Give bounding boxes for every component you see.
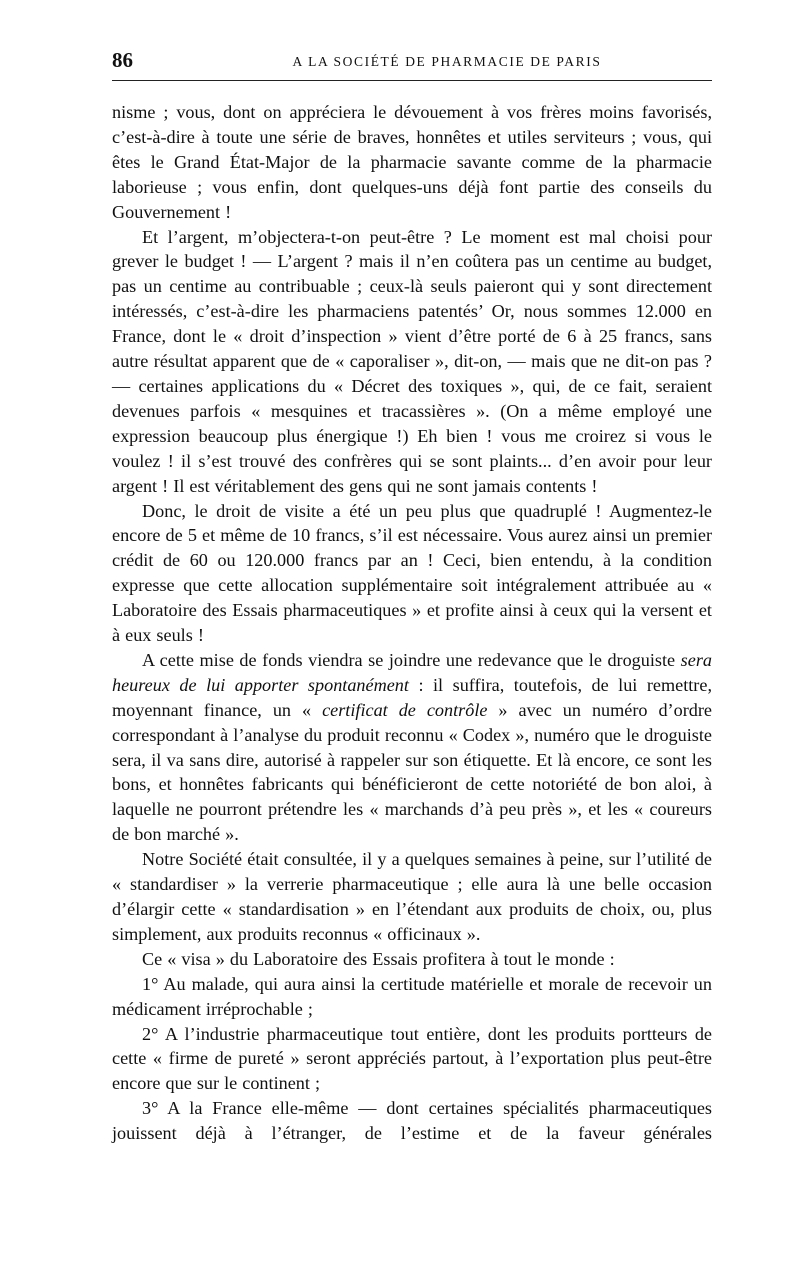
paragraph-droit-de-visite: Donc, le droit de visite a été un peu plus que quadruplé ! Augmentez-le encore de 5 et même de 10 francs, s’il est nécessaire. Vous aurez ainsi un premier crédit de 60 ou 120.000 francs par an ! Ceci, bien entendu, à la condition expresse que cette allocation supplémentaire soit intégralement attribuée au « Laboratoire des Essais pharmaceutiques » et profite ainsi à ceux qui la versent et à eux seuls ! [112,500,712,646]
page-header [112,46,712,81]
paragraph-visa: Ce « visa » du Laboratoire des Essais profitera à tout le monde : [142,948,615,969]
paragraph-standardisation: Notre Société était consultée, il y a quelques semaines à peine, sur l’utilité de « standardiser » la verrerie pharmaceutique ; elle aura là une belle occasion d’élargir cette « standardisation » en l’étendant aux produits de choix, ou, plus simplement, aux produits reconnus « officinaux ». [112,849,712,944]
paragraph-redevance [112,648,712,847]
running-title: A LA SOCIÉTÉ DE PHARMACIE DE PARIS [292,54,602,69]
redevance-italic-phrase: sera heureux de lui apporter spontanément [112,649,712,695]
redevance-text-middle: : il suffira, toutefois, de lui remettre, moyennant finance, un « [112,674,712,720]
page-number: 86 [112,48,133,72]
certificat-italic-phrase: certificat de contrôle [322,699,488,720]
list-item-industrie: 2° A l’industrie pharmaceutique tout entière, dont les produits portteurs de cette « firme de pureté » seront appréciés partout, à l’exportation plus peut-être encore que sur le continent ; [112,1023,712,1094]
paragraph-argent: Et l’argent, m’objectera-t-on peut-être ? Le moment est mal choisi pour grever le budget ! — L’argent ? mais il n’en coûtera pas un centime au budget, pas un centime au contribuable ; ceux-là seuls paieront qui y sont directement intéressés, c’est-à-dire les pharmaciens patentés’ Or, nous sommes 12.000 en France, dont le « droit d’inspection » vient d’être porté de 6 à 25 francs, sans autre résultat apparent que de « caporaliser », dit-on, — mais que ne dit-on pas ? — certaines applications du « Décret des toxiques », qui, de ce fait, seraient devenues parfois « mesquines et tracassières ». (On a même employé une expression beaucoup plus énergique !) Eh bien ! vous me croirez si vous le voulez ! il s’est trouvé des confrères qui se sont plaints... d’en avoir pour leur argent ! Il est véritablement des gens qui ne sont jamais contents ! [112,226,712,496]
redevance-text-end: » avec un numéro d’ordre correspondant à l’analyse du produit reconnu « Codex », numéro que le droguiste sera, il va sans dire, autorisé à rappeler sur son étiquette. Et là encore, ce sont les bons, et honnêtes fabricants qui bénéficieront de cette notoriété de bon aloi, à laquelle ne pourront prétendre les « marchands d’à peu près », et les « coureurs de bon marché ». [112,699,712,845]
list-item-malade: 1° Au malade, qui aura ainsi la certitude matérielle et morale de recevoir un médicament irréprochable ; [112,973,712,1019]
redevance-text-start: A cette mise de fonds viendra se joindre une redevance que le droguiste [142,649,681,670]
paragraph-continuation: nisme ; vous, dont on appréciera le dévouement à vos frères moins favorisés, c’est-à-dire à toute une série de braves, honnêtes et utiles serviteurs ; vous, qui êtes le Grand État-Major de la pharmacie savante comme de la pharmacie laborieuse ; vous enfin, dont quelques-uns déjà font partie des conseils du Gouvernement ! [112,102,712,222]
body-text [112,100,712,1146]
list-item-france: 3° A la France elle-même — dont certaines spécialités pharmaceutiques jouissent déjà à l’étranger, de l’estime et de la faveur générales [112,1098,712,1144]
